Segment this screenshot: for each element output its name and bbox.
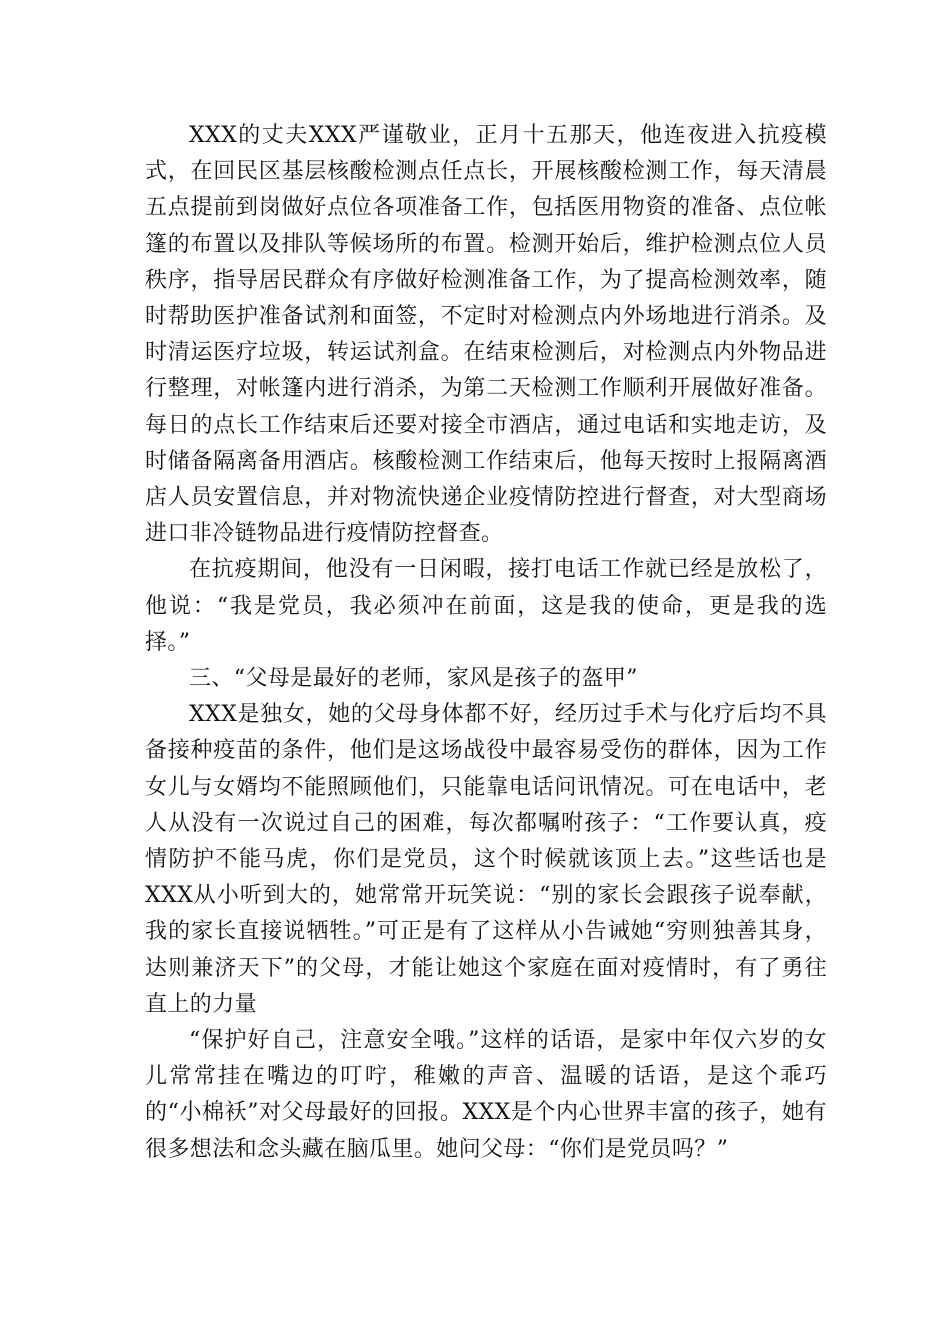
paragraph-daughter: “保护好自己，注意安全哦。”这样的话语，是家中年仅六岁的女儿常常挂在嘴边的叮咛，稚嫩的声音、温暖的话语，是这个乖巧的“小棉袄”对父母最好的回报。XXX是个内心世界丰富的孩子，她有很多想法和念头藏在脑瓜里。她问父母：“你们是党员吗？” [145, 1028, 827, 1162]
section-heading-three: 三、“父母是最好的老师，家风是孩子的盔甲” [189, 666, 638, 692]
paragraph-parents: XXX是独女，她的父母身体都不好，经历过手术与化疗后均不具备接种疫苗的条件，他们是这场战役中最容易受伤的群体，因为工作女儿与女婿均不能照顾他们，只能靠电话问讯情况。可在电话中，老人从没有一次说过自己的困难，每次都嘱咐孩子：“工作要认真，疫情防护不能马虎，你们是党员，这个时候就该顶上去。”这些话也是XXX从小听到大的，她常常开玩笑说：“别的家长会跟孩子说奉献，我的家长直接说牺牲。”可正是有了这样从小告诫她“穷则独善其身，达则兼济天下”的父母，才能让她这个家庭在面对疫情时，有了勇往直上的力量 [145, 702, 827, 1017]
paragraph-husband-quote: 在抗疫期间，他没有一日闲暇，接打电话工作就已经是放松了，他说：“我是党员，我必须冲在前面，这是我的使命，更是我的选择。” [145, 557, 827, 655]
document-body [145, 118, 827, 1168]
paragraph-husband-work: XXX的丈夫XXX严谨敬业，正月十五那天，他连夜进入抗疫模式，在回民区基层核酸检测点任点长，开展核酸检测工作，每天清晨五点提前到岗做好点位各项准备工作，包括医用物资的准备、点位帐篷的布置以及排队等候场所的布置。检测开始后，维护检测点位人员秩序，指导居民群众有序做好检测准备工作，为了提高检测效率，随时帮助医护准备试剂和面签，不定时对检测点内外场地进行消杀。及时清运医疗垃圾，转运试剂盒。在结束检测后，对检测点内外物品进行整理，对帐篷内进行消杀，为第二天检测工作顺利开展做好准备。每日的点长工作结束后还要对接全市酒店，通过电话和实地走访，及时储备隔离备用酒店。核酸检测工作结束后，他每天按时上报隔离酒店人员安置信息，并对物流快递企业疫情防控进行督查，对大型商场进口非冷链物品进行疫情防控督查。 [145, 123, 827, 547]
